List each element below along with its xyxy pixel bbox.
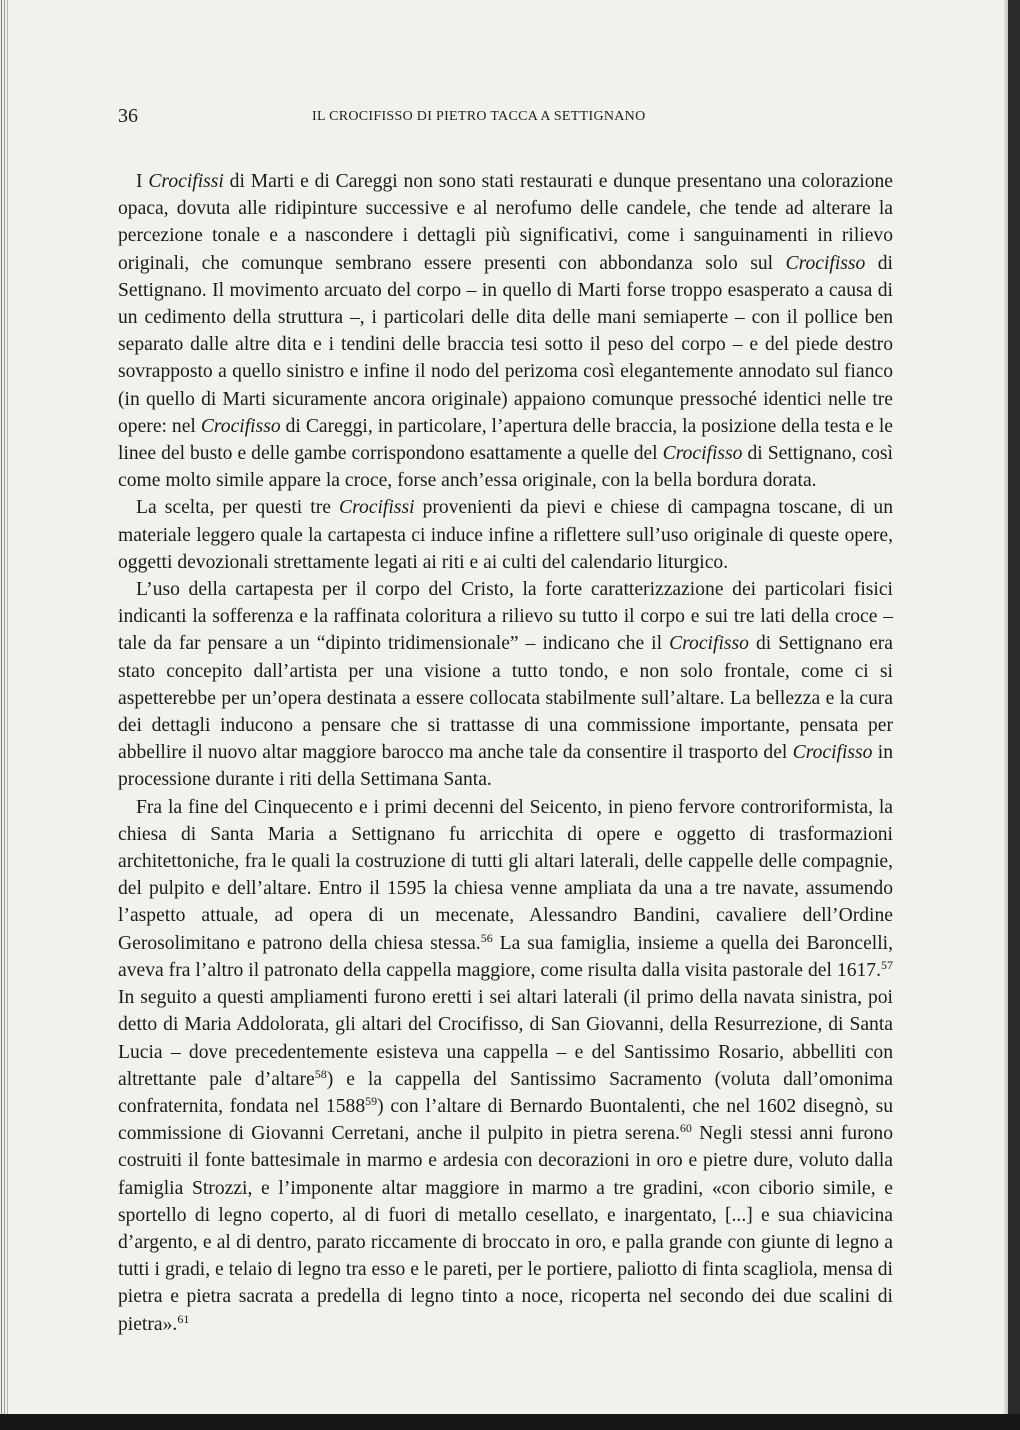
body-text xyxy=(118,168,893,1338)
paragraph xyxy=(118,576,893,794)
page-number: 36 xyxy=(118,105,138,127)
text-run: ) con l’altare di Bernardo Buontalenti, che nel 1602 disegnò, su commissione di Giovanni Cerretani, anche il pulpito in pietra serena. xyxy=(118,1095,893,1145)
italic-title: Crocifisso xyxy=(669,633,749,655)
binding-line xyxy=(7,0,8,1414)
text-run: di Marti e di Careggi non sono stati restaurati e dunque presentano una colorazione opaca, dovuta alle ridipinture successive e al nerofumo delle candele, che tende ad alterare la percezione tonale e a nascondere i dettagli più significativi, come i sanguinamenti in rilievo originali, che comunque sembrano essere presenti con abbondanza solo sul xyxy=(118,171,893,274)
italic-title: Crocifisso xyxy=(785,252,866,274)
footnote-ref: 56 xyxy=(480,930,493,945)
cover-edge xyxy=(1008,0,1020,1430)
italic-title: Crocifisso xyxy=(792,742,873,764)
text-run: di Settignano. Il movimento arcuato del corpo – in quello di Marti forse troppo esasperato a causa di un cedimento della struttura –, i particolari delle dita delle mani semiaperte – con il pollice ben separato dalle altre dita e i tendini delle braccia tesi sotto il peso del corpo – e del piede destro sovrapposto a quello sinistro e infine il nodo del perizoma così elegantemente annodato sul fianco (in quello di Marti sicuramente ancora originale) appaiono comunque pressoché identici nelle tre opere: nel xyxy=(118,252,893,437)
footnote-ref: 61 xyxy=(177,1311,190,1326)
text-run: I xyxy=(136,171,149,192)
text-run: In seguito a questi ampliamenti furono eretti i sei altari laterali (il primo della navata sinistra, poi detto di Maria Addolorata, gli altari del Crocifisso, di San Giovanni, della Resurrezione, di Santa Lucia – dove precedentemente esisteva una cappella – e del Santissimo Rosario, abbelliti con altrettante pale d’altare xyxy=(118,987,893,1090)
text-run: di Careggi, in particolare, l’apertura delle braccia, la posizione della testa e le linee del busto e delle gambe corrispondono esattamente a quelle del xyxy=(118,415,893,465)
paragraph xyxy=(118,794,893,1338)
text-run: ) e la cappella del Santissimo Sacramento (voluta dall’omonima confraternita, fondata nel 1588 xyxy=(118,1068,893,1117)
binding-line xyxy=(4,0,5,1414)
text-run: La scelta, per questi tre xyxy=(136,497,340,519)
footnote-ref: 59 xyxy=(365,1093,378,1108)
italic-title: Crocifisso xyxy=(662,443,743,465)
text-run: Fra la fine del Cinquecento e i primi decenni del Seicento, in pieno fervore controriformista, la chiesa di Santa Maria a Settignano fu arricchita di opere e oggetto di trasformazioni architettoniche, fra le quali la costruzione di tutti gli altari laterali, delle cappelle delle compagnie, del pulpito e dell’altare. Entro il 1595 la chiesa venne ampliata da una a tre navate, assumendo l’aspetto attuale, ad opera di un mecenate, Alessandro Bandini, cavaliere dell’Ordine Gerosolimitano e patrono della chiesa stessa. xyxy=(118,796,893,954)
text-run: in processione durante i riti della Settimana Santa. xyxy=(118,742,893,791)
text-run: di Settignano era stato concepito dall’artista per una visione a tutto tondo, e non solo frontale, come ci si aspetterebbe per un’opera destinata a essere collocata stabilmente sull’altare. La bellezza e la cura dei dettagli inducono a pensare che si trattasse di una commissione importante, pensata per abbellire il nuovo altar maggiore barocco ma anche tale da consentire il trasporto del xyxy=(118,633,893,764)
cover-edge-bottom xyxy=(0,1414,1020,1430)
italic-title: Crocifissi xyxy=(148,171,224,192)
footnote-ref: 58 xyxy=(314,1066,327,1081)
footnote-ref: 60 xyxy=(679,1121,692,1136)
text-run: Negli stessi anni furono costruiti il fonte battesimale in marmo e ardesia con decorazioni in oro e pietre dure, voluto dalla famiglia Strozzi, e l’imponente altar maggiore in marmo a tre gradini, «con ciborio simile, e sportello di legno coperto, al di fuori di metallo cesellato, e inargentato, [...] e sua chiavicina d’argento, e al di dentro, parato riccamente di broccato in oro, e palla grande con giunte di legno a tutti i gradi, e telaio di legno tra esso e le pareti, per le portiere, paliotto di finta scagliola, mensa di pietra e pietra sacrata a predella di legno tinto a noce, ricoperta nel secondo dei due scalini di pietra». xyxy=(118,1123,893,1335)
text-run: L’uso della cartapesta per il corpo del Cristo, la forte caratterizzazione dei particolari fisici indicanti la sofferenza e la raffinata coloritura a rilievo su tutto il corpo e sui tre lati della croce – tale da far pensare a un “dipinto tridimensionale” – indicano che il xyxy=(118,579,893,655)
footnote-ref: 57 xyxy=(881,957,893,972)
paragraph xyxy=(118,494,893,576)
text-run: La sua famiglia, insieme a quella dei Baroncelli, aveva fra l’altro il patronato della cappella maggiore, come risulta dalla visita pastorale del 1617. xyxy=(118,932,893,981)
italic-title: Crocifisso xyxy=(200,415,281,437)
binding-line xyxy=(1,0,2,1414)
running-title: IL CROCIFISSO DI PIETRO TACCA A SETTIGNANO xyxy=(312,109,646,124)
text-run: di Settignano, così come molto simile appare la croce, forse anch’essa originale, con la bella bordura dorata. xyxy=(118,443,893,492)
text-run: provenienti da pievi e chiese di campagna toscane, di un materiale leggero quale la cartapesta ci induce infine a riflettere sull’uso originale di queste opere, oggetti devozionali strettamente legati ai riti e ai culti del calendario liturgico. xyxy=(118,497,893,573)
running-head xyxy=(118,104,898,128)
italic-title: Crocifissi xyxy=(339,497,415,519)
paragraph xyxy=(118,168,893,494)
